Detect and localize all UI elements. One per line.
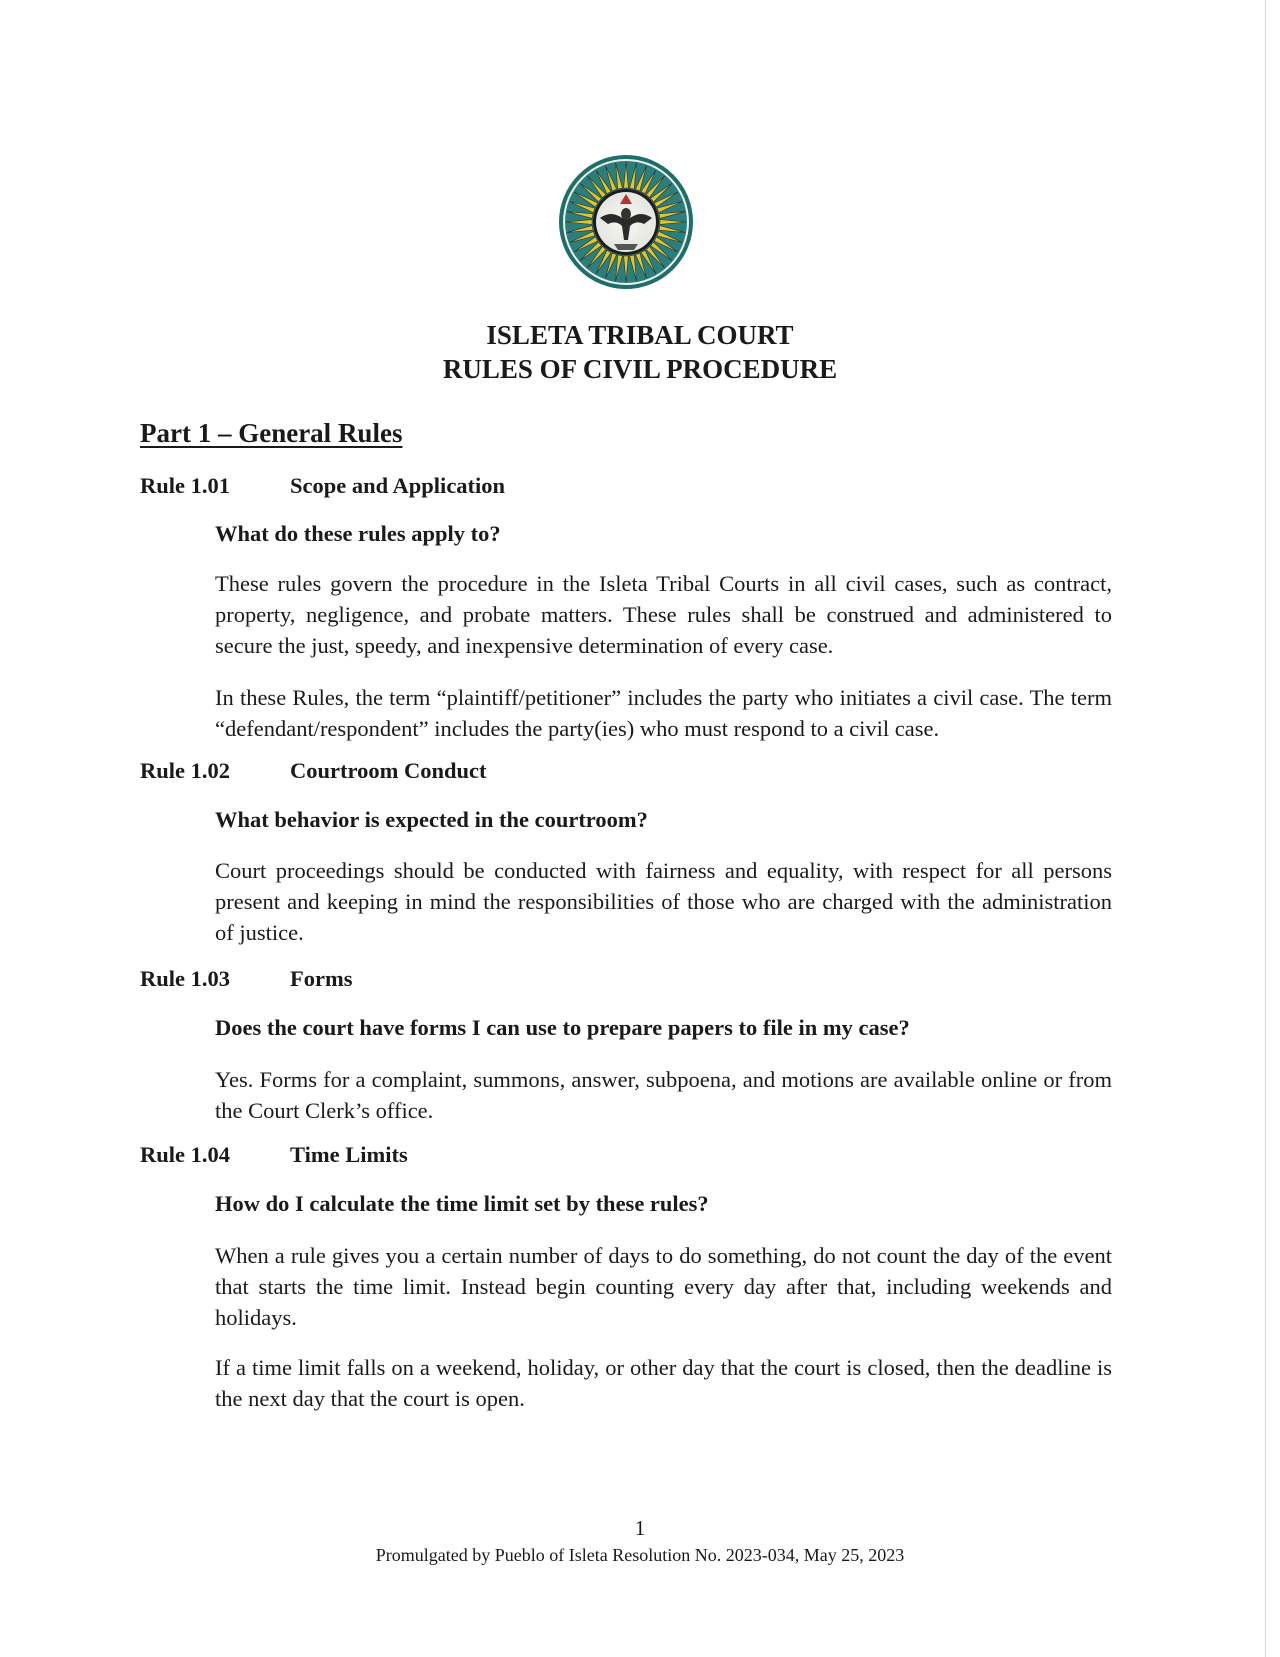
rule-paragraph: Court proceedings should be conducted with fairness and equality, with respect for all persons present and keeping in mind the responsibilities of those who are charged with the administration of justice. (215, 858, 1112, 945)
rule-number: Rule 1.02 (140, 758, 230, 783)
rule-question: What behavior is expected in the courtroom? (215, 807, 648, 832)
part-heading: Part 1 – General Rules (140, 418, 403, 448)
page-number: 1 (634, 1516, 646, 1540)
court-seal-icon (556, 152, 696, 292)
rule-title: Time Limits (290, 1142, 408, 1167)
rule-paragraph: If a time limit falls on a weekend, holiday, or other day that the court is closed, then the deadline is the next day that the court is open. (215, 1355, 1112, 1411)
rule-title: Courtroom Conduct (290, 758, 487, 783)
rule-heading-1-03 (140, 965, 352, 993)
rule-question: Does the court have forms I can use to prepare papers to file in my case? (215, 1015, 910, 1040)
rule-title: Forms (290, 966, 353, 991)
page-edge (1265, 0, 1266, 1657)
footer-note: Promulgated by Pueblo of Isleta Resolution No. 2023-034, May 25, 2023 (375, 1545, 905, 1565)
document-title-line-2: RULES OF CIVIL PROCEDURE (442, 354, 838, 384)
rule-question: How do I calculate the time limit set by these rules? (215, 1191, 709, 1216)
rule-title: Scope and Application (290, 473, 506, 498)
rule-heading-1-02 (140, 757, 486, 785)
rule-paragraph: Yes. Forms for a complaint, summons, answer, subpoena, and motions are available online or from the Court Clerk’s office. (215, 1067, 1112, 1123)
rule-heading-1-01 (140, 472, 505, 500)
rule-paragraph: In these Rules, the term “plaintiff/petitioner” includes the party who initiates a civil case. The term “defendant/respondent” includes the party(ies) who must respond to a civil case. (215, 685, 1112, 741)
rule-paragraph: When a rule gives you a certain number of days to do something, do not count the day of the event that starts the time limit. Instead begin counting every day after that, including weekends and holidays. (215, 1243, 1112, 1330)
rule-number: Rule 1.03 (140, 966, 230, 991)
document-title-line-1: ISLETA TRIBAL COURT (486, 320, 794, 350)
rule-paragraph: These rules govern the procedure in the Isleta Tribal Courts in all civil cases, such as contract, property, negligence, and probate matters. These rules shall be construed and administered to secure the just, speedy, and inexpensive determination of every case. (215, 571, 1112, 658)
rule-question: What do these rules apply to? (215, 521, 501, 546)
rule-heading-1-04 (140, 1141, 408, 1169)
rule-number: Rule 1.01 (140, 473, 230, 498)
rule-number: Rule 1.04 (140, 1142, 230, 1167)
